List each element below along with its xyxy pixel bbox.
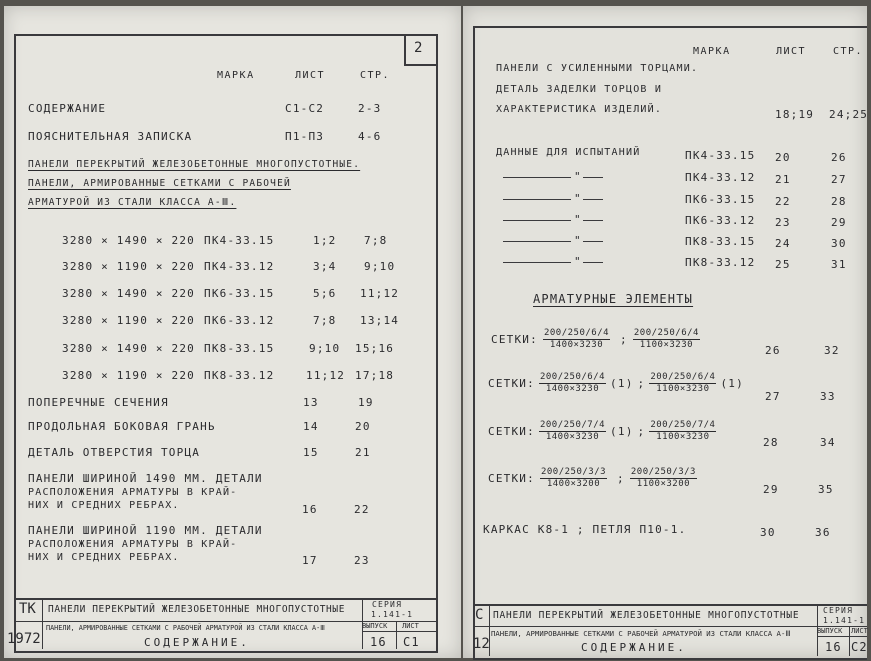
frame-item-label: КАРКАС К8-1 ; ПЕТЛЯ П10-1. <box>483 523 687 536</box>
left-page <box>4 6 461 658</box>
panel-size: 3280 × 1190 × 220 <box>62 260 195 273</box>
mesh-fraction: 200/250/3/3 1100×3200 <box>630 467 696 489</box>
stamp-divider <box>473 604 867 606</box>
ditto-line <box>583 262 603 263</box>
ditto-line <box>583 220 603 221</box>
panel-size: 3280 × 1490 × 220 <box>62 234 195 247</box>
panel-page: 11;12 <box>360 287 400 300</box>
stamp-doc-title: СОДЕРЖАНИЕ. <box>581 641 687 654</box>
intro-line: ДЕТАЛЬ ЗАДЕЛКИ ТОРЦОВ И <box>496 84 663 95</box>
panel-sheet: 9;10 <box>309 342 341 355</box>
tests-page: 27 <box>831 173 847 186</box>
tests-page: 26 <box>831 151 847 164</box>
tests-sheet: 23 <box>775 216 791 229</box>
stamp-doc-title: СОДЕРЖАНИЕ. <box>144 636 250 649</box>
ditto-line <box>503 241 571 242</box>
mesh-page: 35 <box>818 483 834 496</box>
note-page: 4-6 <box>358 130 382 143</box>
stamp-divider <box>849 626 850 656</box>
tests-sheet: 24 <box>775 237 791 250</box>
header-sheet: ЛИСТ <box>295 70 326 81</box>
mesh-label: СЕТКИ: <box>488 377 535 390</box>
mesh-label: СЕТКИ: <box>491 333 538 346</box>
contents-label: СОДЕРЖАНИЕ <box>28 102 107 115</box>
wide1-line: ПАНЕЛИ ШИРИНОЙ 1490 ММ. ДЕТАЛИ <box>28 472 263 485</box>
stamp-sheet-label: ЛИСТ <box>851 627 868 635</box>
stamp-title1: ПАНЕЛИ ПЕРЕКРЫТИЙ ЖЕЛЕЗОБЕТОННЫЕ МНОГОПУСТОТНЫЕ <box>493 610 800 621</box>
frame-item-sheet: 30 <box>760 526 776 539</box>
panel-sheet: 3;4 <box>313 260 337 273</box>
wide2-line: ПАНЕЛИ ШИРИНОЙ 1190 ММ. ДЕТАЛИ <box>28 524 263 537</box>
mesh-page: 34 <box>820 436 836 449</box>
item-page: 19 <box>358 396 374 409</box>
tests-page: 29 <box>831 216 847 229</box>
stamp-divider <box>362 631 436 632</box>
item-page: 20 <box>355 420 371 433</box>
right-page <box>463 6 867 658</box>
stamp-series-label: СЕРИЯ <box>823 606 854 615</box>
mesh-sheet: 28 <box>763 436 779 449</box>
contents-sheet: С1-С2 <box>285 102 325 115</box>
ditto-line <box>503 199 571 200</box>
intro-page: 24;25 <box>829 108 869 121</box>
wide1-sheet: 16 <box>302 503 318 516</box>
panel-sheet: 11;12 <box>306 369 346 382</box>
stamp-series: 1.141-1 <box>371 610 414 619</box>
ditto-line <box>503 220 571 221</box>
wide2-line: НИХ И СРЕДНИХ РЕБРАХ. <box>28 552 180 563</box>
ditto-line <box>503 177 571 178</box>
item-sheet: 14 <box>303 420 319 433</box>
header-mark: МАРКА <box>217 70 255 81</box>
stamp-title2: ПАНЕЛИ, АРМИРОВАННЫЕ СЕТКАМИ С РАБОЧЕЙ АРМАТУРОЙ ИЗ СТАЛИ КЛАССА А-Ⅲ <box>46 624 325 632</box>
panel-mark: ПК4-33.12 <box>204 260 275 273</box>
mesh-row <box>488 467 702 490</box>
item-label: ПРОДОЛЬНАЯ БОКОВАЯ ГРАНЬ <box>28 420 216 433</box>
panel-page: 17;18 <box>355 369 395 382</box>
stamp-sheet: С2 <box>851 640 868 654</box>
intro-sheet: 18;19 <box>775 108 815 121</box>
stamp-issue: 16 <box>370 635 387 649</box>
mesh-page: 32 <box>824 344 840 357</box>
stamp-issue: 16 <box>825 640 842 654</box>
tests-mark: ПК6-33.12 <box>685 214 756 227</box>
tests-sheet: 21 <box>775 173 791 186</box>
tests-mark: ПК4-33.15 <box>685 149 756 162</box>
wide1-line: РАСПОЛОЖЕНИЯ АРМАТУРЫ В КРАЙ- <box>28 487 238 498</box>
panel-size: 3280 × 1190 × 220 <box>62 314 195 327</box>
tests-mark: ПК8-33.12 <box>685 256 756 269</box>
stamp-title2: ПАНЕЛИ, АРМИРОВАННЫЕ СЕТКАМИ С РАБОЧЕЙ АРМАТУРОЙ ИЗ СТАЛИ КЛАССА А-Ⅲ <box>491 629 791 638</box>
wide2-sheet: 17 <box>302 554 318 567</box>
stamp-divider <box>473 626 867 627</box>
tests-mark: ПК8-33.15 <box>685 235 756 248</box>
mesh-suffix: (1) <box>610 377 634 390</box>
mesh-fraction: 200/250/7/4 1100×3230 <box>650 420 716 442</box>
mesh-sheet: 27 <box>765 390 781 403</box>
page-number: 2 <box>414 40 423 56</box>
intro-line: ХАРАКТЕРИСТИКА ИЗДЕЛИЙ. <box>496 104 663 115</box>
tests-sheet: 20 <box>775 151 791 164</box>
panel-mark: ПК8-33.12 <box>204 369 275 382</box>
panel-size: 3280 × 1190 × 220 <box>62 369 195 382</box>
ditto-line <box>583 177 603 178</box>
panel-sheet: 5;6 <box>313 287 337 300</box>
ditto-mark: " <box>574 192 582 205</box>
header-mark: МАРКА <box>693 46 731 57</box>
panel-mark: ПК6-33.15 <box>204 287 275 300</box>
tests-sheet: 22 <box>775 195 791 208</box>
stamp-series-label: СЕРИЯ <box>372 600 403 609</box>
stamp-divider <box>817 636 867 637</box>
tests-page: 30 <box>831 237 847 250</box>
stamp-year: 12 <box>473 636 490 652</box>
item-sheet: 15 <box>303 446 319 459</box>
panel-mark: ПК6-33.12 <box>204 314 275 327</box>
mesh-row <box>491 328 705 351</box>
tests-page: 28 <box>831 195 847 208</box>
panel-size: 3280 × 1490 × 220 <box>62 287 195 300</box>
stamp-divider <box>396 621 397 649</box>
mesh-separator: ; <box>637 425 646 438</box>
wide1-page: 22 <box>354 503 370 516</box>
stamp-sheet: С1 <box>403 635 420 649</box>
header-sheet: ЛИСТ <box>776 46 807 57</box>
stamp-divider <box>42 598 43 649</box>
panel-sheet: 1;2 <box>313 234 337 247</box>
ditto-line <box>583 241 603 242</box>
header-page: СТР. <box>833 46 864 57</box>
ditto-line <box>583 199 603 200</box>
panel-mark: ПК8-33.15 <box>204 342 275 355</box>
mesh-suffix: (1) <box>720 377 744 390</box>
intro-line: ПАНЕЛИ С УСИЛЕННЫМИ ТОРЦАМИ. <box>496 63 699 74</box>
stamp-title1: ПАНЕЛИ ПЕРЕКРЫТИЙ ЖЕЛЕЗОБЕТОННЫЕ МНОГОПУСТОТНЫЕ <box>48 604 346 615</box>
section-title-line-2: ПАНЕЛИ, АРМИРОВАННЫЕ СЕТКАМИ С РАБОЧЕЙ <box>28 178 291 189</box>
mesh-fraction: 200/250/6/4 1100×3230 <box>633 328 699 350</box>
item-sheet: 13 <box>303 396 319 409</box>
mesh-separator: ; <box>620 333 628 346</box>
note-label: ПОЯСНИТЕЛЬНАЯ ЗАПИСКА <box>28 130 193 143</box>
panel-mark: ПК4-33.15 <box>204 234 275 247</box>
frame-item-page: 36 <box>815 526 831 539</box>
stamp-issue-label: ВЫПУСК <box>362 622 388 630</box>
mesh-separator: ; <box>637 377 646 390</box>
ditto-mark: " <box>574 170 582 183</box>
ditto-mark: " <box>574 213 582 226</box>
tests-page: 31 <box>831 258 847 271</box>
mesh-fraction: 200/250/7/4 1400×3230 <box>539 420 606 442</box>
stamp-org: С <box>475 607 484 623</box>
section-title-line-1: ПАНЕЛИ ПЕРЕКРЫТИЙ ЖЕЛЕЗОБЕТОННЫЕ МНОГОПУСТОТНЫЕ. <box>28 159 361 170</box>
wide2-line: РАСПОЛОЖЕНИЯ АРМАТУРЫ В КРАЙ- <box>28 539 238 550</box>
ditto-line <box>503 262 571 263</box>
mesh-sheet: 29 <box>763 483 779 496</box>
panel-page: 15;16 <box>355 342 395 355</box>
rebar-title: АРМАТУРНЫЕ ЭЛЕМЕНТЫ <box>533 292 694 306</box>
tests-sheet: 25 <box>775 258 791 271</box>
stamp-series: 1.141-1 <box>823 616 866 625</box>
header-page: СТР. <box>360 70 391 81</box>
panel-size: 3280 × 1490 × 220 <box>62 342 195 355</box>
stamp-year: 1972 <box>7 631 41 647</box>
tests-mark: ПК4-33.12 <box>685 171 756 184</box>
item-label: ДЕТАЛЬ ОТВЕРСТИЯ ТОРЦА <box>28 446 201 459</box>
note-sheet: П1-П3 <box>285 130 325 143</box>
stamp-org: ТК <box>19 601 36 617</box>
ditto-mark: " <box>574 255 582 268</box>
mesh-fraction: 200/250/3/3 1400×3200 <box>540 467 607 489</box>
item-page: 21 <box>355 446 371 459</box>
mesh-fraction: 200/250/6/4 1100×3230 <box>650 372 716 394</box>
section-title-line-3: АРМАТУРОЙ ИЗ СТАЛИ КЛАССА А-Ⅲ. <box>28 197 237 208</box>
wide2-page: 23 <box>354 554 370 567</box>
stamp-issue-label: ВЫПУСК <box>817 627 843 635</box>
mesh-sheet: 26 <box>765 344 781 357</box>
ditto-mark: " <box>574 234 582 247</box>
tests-mark: ПК6-33.15 <box>685 193 756 206</box>
mesh-row <box>488 420 720 443</box>
panel-page: 9;10 <box>364 260 396 273</box>
mesh-label: СЕТКИ: <box>488 472 535 485</box>
mesh-separator: ; <box>617 472 625 485</box>
mesh-label: СЕТКИ: <box>488 425 535 438</box>
mesh-fraction: 200/250/6/4 1400×3230 <box>543 328 610 350</box>
mesh-row <box>488 372 744 395</box>
stamp-sheet-label: ЛИСТ <box>402 622 419 630</box>
wide1-line: НИХ И СРЕДНИХ РЕБРАХ. <box>28 500 180 511</box>
panel-page: 7;8 <box>364 234 388 247</box>
panel-sheet: 7;8 <box>313 314 337 327</box>
contents-page: 2-3 <box>358 102 382 115</box>
mesh-page: 33 <box>820 390 836 403</box>
mesh-fraction: 200/250/6/4 1400×3230 <box>539 372 606 394</box>
mesh-suffix: (1) <box>610 425 634 438</box>
item-label: ПОПЕРЕЧНЫЕ СЕЧЕНИЯ <box>28 396 169 409</box>
panel-page: 13;14 <box>360 314 400 327</box>
tests-label: ДАННЫЕ ДЛЯ ИСПЫТАНИЙ <box>496 147 641 158</box>
